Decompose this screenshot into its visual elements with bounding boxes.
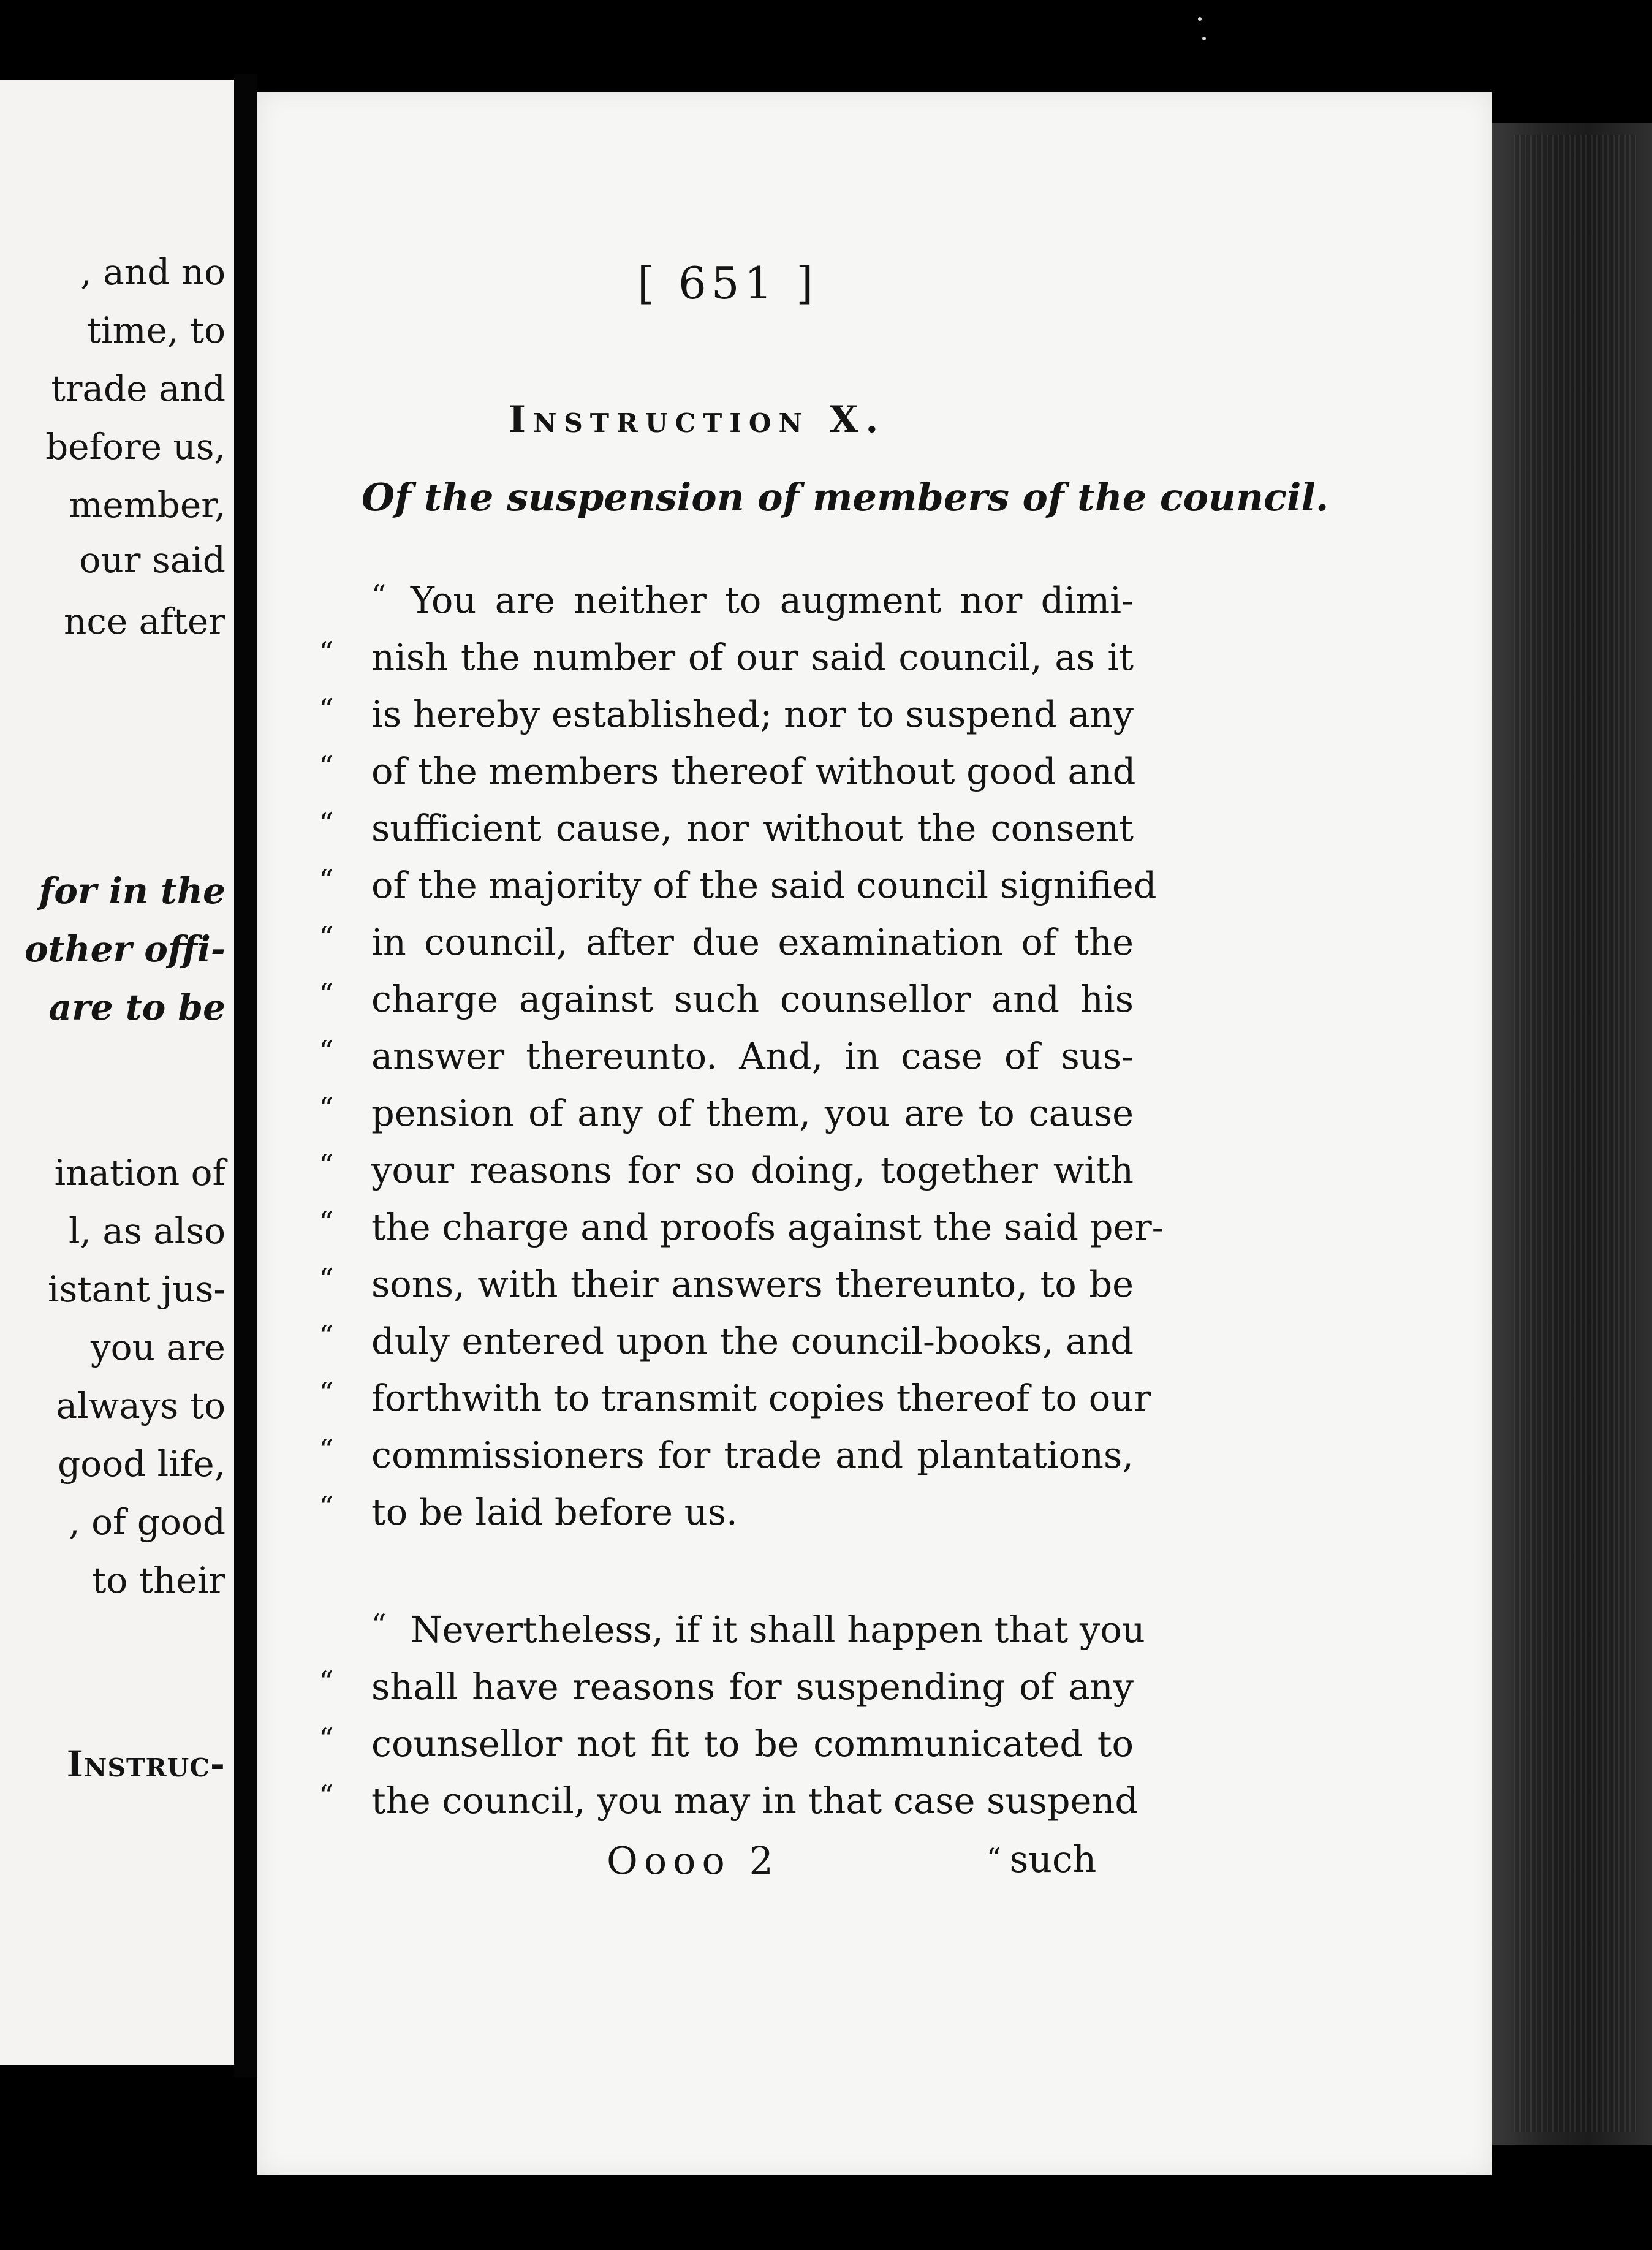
- catchword: [987, 1838, 1096, 1881]
- quote-mark: “: [371, 578, 387, 613]
- quote-mark: “: [319, 1722, 334, 1756]
- text-line: [319, 690, 1134, 739]
- text-line: [319, 918, 1134, 967]
- quote-mark: “: [319, 920, 334, 955]
- text-line: [319, 1431, 1134, 1480]
- left-page-line: member,: [69, 484, 225, 526]
- catchword-quote: “: [987, 1842, 1001, 1875]
- text-line: [319, 1032, 1134, 1081]
- text-line: [319, 861, 1157, 910]
- quote-mark: “: [319, 1034, 334, 1069]
- page-number: [ 651 ]: [637, 257, 819, 309]
- line-text: the council, you may in that case suspend: [371, 1779, 1139, 1822]
- left-page-line: trade and: [51, 368, 225, 409]
- line-text: Nevertheless, if it shall happen that you: [411, 1608, 1145, 1651]
- quote-mark: “: [319, 1262, 334, 1297]
- line-text: counsellor not fit to be communicated to: [371, 1722, 1134, 1765]
- speck: [1198, 17, 1202, 21]
- left-page-line: to their: [92, 1559, 225, 1601]
- left-page-line: Instruc-: [66, 1743, 225, 1785]
- catchword-text: such: [1009, 1838, 1097, 1881]
- text-line: [319, 1488, 1134, 1537]
- text-line: [319, 1719, 1134, 1768]
- quote-mark: “: [319, 863, 334, 898]
- quote-mark: “: [319, 1319, 334, 1354]
- text-line: [319, 1203, 1164, 1252]
- left-page-line: istant jus-: [48, 1268, 225, 1310]
- line-text: shall have reasons for suspending of any: [371, 1665, 1134, 1708]
- left-page-line: nce after: [63, 600, 225, 642]
- text-line: [319, 1146, 1134, 1195]
- left-page-line: ination of: [54, 1152, 225, 1194]
- text-line: [319, 975, 1134, 1024]
- text-line: [319, 1260, 1134, 1309]
- text-line: [319, 747, 1134, 796]
- line-text: in council, after due examination of the: [371, 921, 1134, 963]
- quote-mark: “: [319, 1376, 334, 1411]
- quote-mark: “: [319, 635, 334, 670]
- signature-mark: Oooo 2: [607, 1838, 779, 1883]
- left-page-line: you are: [90, 1327, 225, 1368]
- line-text: is hereby established; nor to suspend any: [371, 693, 1134, 735]
- left-page-line: l, as also: [68, 1210, 225, 1252]
- left-page-line: for in the: [39, 870, 225, 912]
- text-line: [319, 1662, 1134, 1711]
- quote-mark: “: [319, 1091, 334, 1126]
- quote-mark: “: [319, 1433, 334, 1468]
- line-text: commissioners for trade and plantations,: [371, 1434, 1134, 1476]
- book-gutter: [234, 74, 257, 2077]
- quote-mark: “: [319, 977, 334, 1012]
- line-text: You are neither to augment nor dimi-: [411, 579, 1134, 621]
- instruction-heading: Instruction X.: [509, 398, 886, 441]
- left-page-line: before us,: [45, 426, 225, 468]
- quote-mark: “: [319, 1205, 334, 1240]
- quote-mark: “: [319, 749, 334, 784]
- text-line: [319, 1089, 1134, 1138]
- text-line: [319, 1317, 1134, 1366]
- quote-mark: “: [319, 692, 334, 727]
- text-line: [319, 1776, 1139, 1825]
- text-line: [319, 633, 1134, 682]
- line-text: your reasons for so doing, together with: [371, 1149, 1134, 1191]
- line-text: nish the number of our said council, as it: [371, 636, 1134, 678]
- line-text: sons, with their answers thereunto, to be: [371, 1263, 1134, 1305]
- quote-mark: “: [319, 1779, 334, 1813]
- quote-mark: “: [319, 806, 334, 841]
- text-line: [319, 576, 1134, 625]
- left-page-line: are to be: [48, 987, 225, 1028]
- line-text: charge against such counsellor and his: [371, 978, 1134, 1020]
- left-page-line: always to: [56, 1385, 225, 1426]
- instruction-subheading: Of the suspension of members of the council.: [362, 475, 1329, 520]
- speck: [1202, 37, 1206, 40]
- left-page-line: , of good: [69, 1501, 225, 1543]
- line-text: forthwith to transmit copies thereof to our: [371, 1377, 1151, 1419]
- left-facing-page: [0, 80, 234, 2065]
- text-line: [319, 1374, 1151, 1423]
- line-text: sufficient cause, nor without the consent: [371, 807, 1134, 849]
- quote-mark: “: [319, 1148, 334, 1183]
- line-text: to be laid before us.: [371, 1491, 738, 1533]
- page-edge-texture: [1514, 135, 1636, 2132]
- line-text: answer thereunto. And, in case of sus-: [371, 1035, 1134, 1077]
- line-text: pension of any of them, you are to cause: [371, 1092, 1134, 1134]
- left-page-line: good life,: [58, 1443, 225, 1485]
- line-text: of the majority of the said council signified: [371, 864, 1157, 906]
- line-text: of the members thereof without good and: [371, 750, 1136, 792]
- quote-mark: “: [371, 1608, 387, 1642]
- quote-mark: “: [319, 1490, 334, 1525]
- left-page-line: time, to: [86, 309, 225, 351]
- text-line: [319, 804, 1134, 853]
- text-line: [319, 1605, 1145, 1654]
- line-text: duly entered upon the council-books, and: [371, 1320, 1134, 1362]
- left-page-line: other offi-: [24, 928, 225, 970]
- left-page-line: our said: [79, 539, 225, 581]
- line-text: the charge and proofs against the said per-: [371, 1206, 1164, 1248]
- quote-mark: “: [319, 1665, 334, 1699]
- left-page-line: , and no: [80, 251, 225, 293]
